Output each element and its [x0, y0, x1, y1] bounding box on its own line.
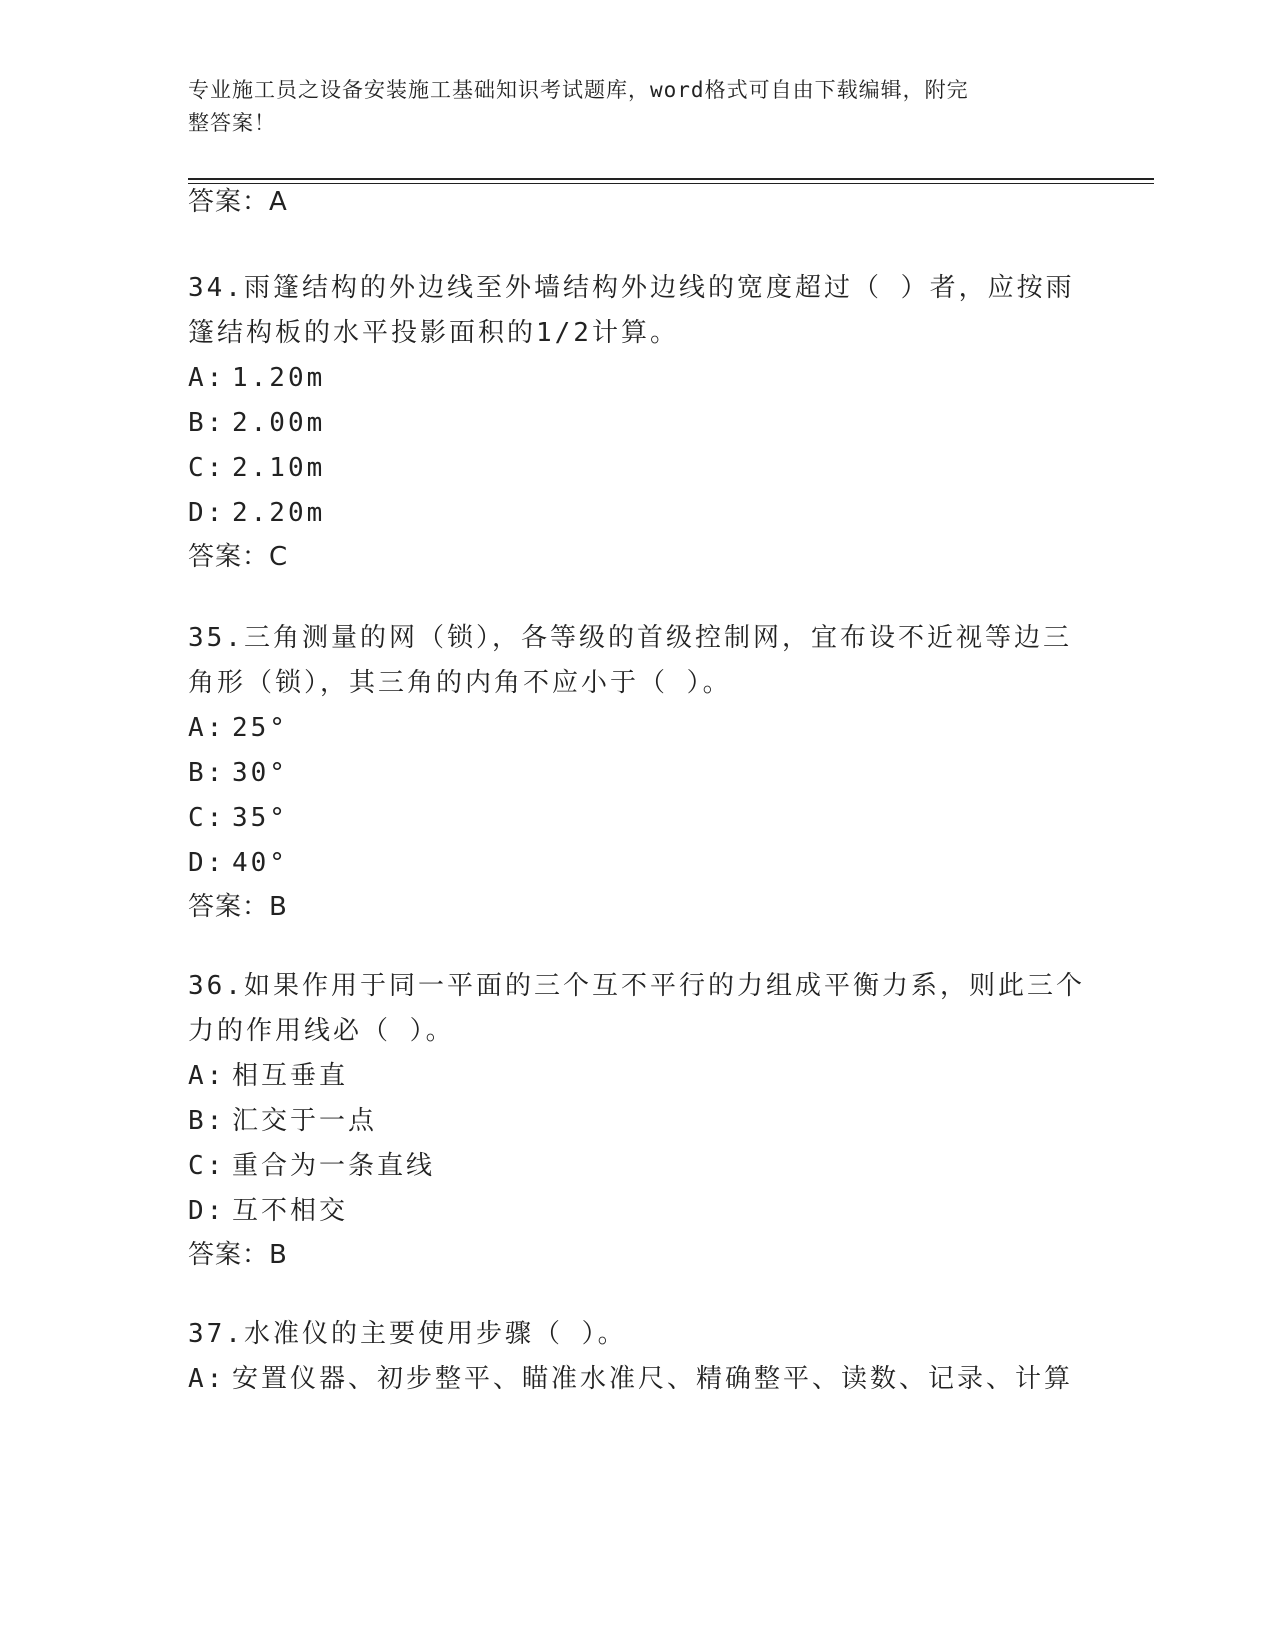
option-letter: D: — [188, 498, 226, 528]
question-stem: 34.雨篷结构的外边线至外墙结构外边线的宽度超过（ ）者，应按雨篷结构板的水平投影面积的1/2计算。 — [188, 273, 1075, 348]
question-37 — [188, 1312, 1088, 1402]
option-d — [188, 491, 1088, 536]
option-a — [188, 1357, 1088, 1402]
option-c — [188, 796, 1088, 841]
header-line-1: 专业施工员之设备安装施工基础知识考试题库，word格式可自由下载编辑，附完 — [188, 78, 969, 102]
option-d — [188, 1189, 1088, 1234]
option-text: 2.00m — [232, 408, 326, 438]
option-letter: C: — [188, 803, 226, 833]
option-letter: B: — [188, 408, 226, 438]
option-c — [188, 1144, 1088, 1189]
question-36 — [188, 964, 1088, 1272]
option-b — [188, 751, 1088, 796]
option-text: 重合为一条直线 — [232, 1151, 436, 1181]
option-text: 互不相交 — [232, 1196, 349, 1226]
question-stem: 36.如果作用于同一平面的三个互不平行的力组成平衡力系，则此三个力的作用线必（ ）。 — [188, 971, 1085, 1046]
option-b — [188, 1099, 1088, 1144]
option-letter: C: — [188, 453, 226, 483]
option-text: 35° — [232, 803, 288, 833]
option-d — [188, 841, 1088, 886]
option-letter: A: — [188, 1061, 226, 1091]
option-text: 40° — [232, 848, 288, 878]
header-line-2: 整答案！ — [188, 111, 276, 135]
option-text: 30° — [232, 758, 288, 788]
option-text: 汇交于一点 — [232, 1106, 378, 1136]
option-a — [188, 1054, 1088, 1099]
option-b — [188, 401, 1088, 446]
previous-answer: 答案：A — [188, 187, 288, 217]
option-letter: A: — [188, 1364, 226, 1394]
option-letter: A: — [188, 713, 226, 743]
option-letter: D: — [188, 848, 226, 878]
question-34 — [188, 266, 1088, 574]
document-header — [188, 74, 1068, 140]
header-divider-thick — [188, 178, 1154, 180]
header-divider-thin — [188, 183, 1154, 184]
answer: 答案：C — [188, 542, 289, 572]
option-c — [188, 446, 1088, 491]
option-text: 2.20m — [232, 498, 326, 528]
answer: 答案：B — [188, 1240, 288, 1270]
question-stem: 37.水准仪的主要使用步骤（ ）。 — [188, 1319, 627, 1349]
option-text: 相互垂直 — [232, 1061, 349, 1091]
question-35 — [188, 616, 1088, 924]
option-text: 2.10m — [232, 453, 326, 483]
option-a — [188, 356, 1088, 401]
option-a — [188, 706, 1088, 751]
option-text: 安置仪器、初步整平、瞄准水准尺、精确整平、读数、记录、计算 — [232, 1364, 1074, 1394]
option-letter: B: — [188, 758, 226, 788]
option-letter: C: — [188, 1151, 226, 1181]
answer: 答案：B — [188, 892, 288, 922]
option-letter: A: — [188, 363, 226, 393]
option-letter: B: — [188, 1106, 226, 1136]
option-text: 1.20m — [232, 363, 326, 393]
question-stem: 35.三角测量的网（锁），各等级的首级控制网，宜布设不近视等边三角形（锁），其三角的内角不应小于（ ）。 — [188, 623, 1072, 698]
option-letter: D: — [188, 1196, 226, 1226]
option-text: 25° — [232, 713, 288, 743]
previous-answer-block — [188, 185, 1088, 219]
